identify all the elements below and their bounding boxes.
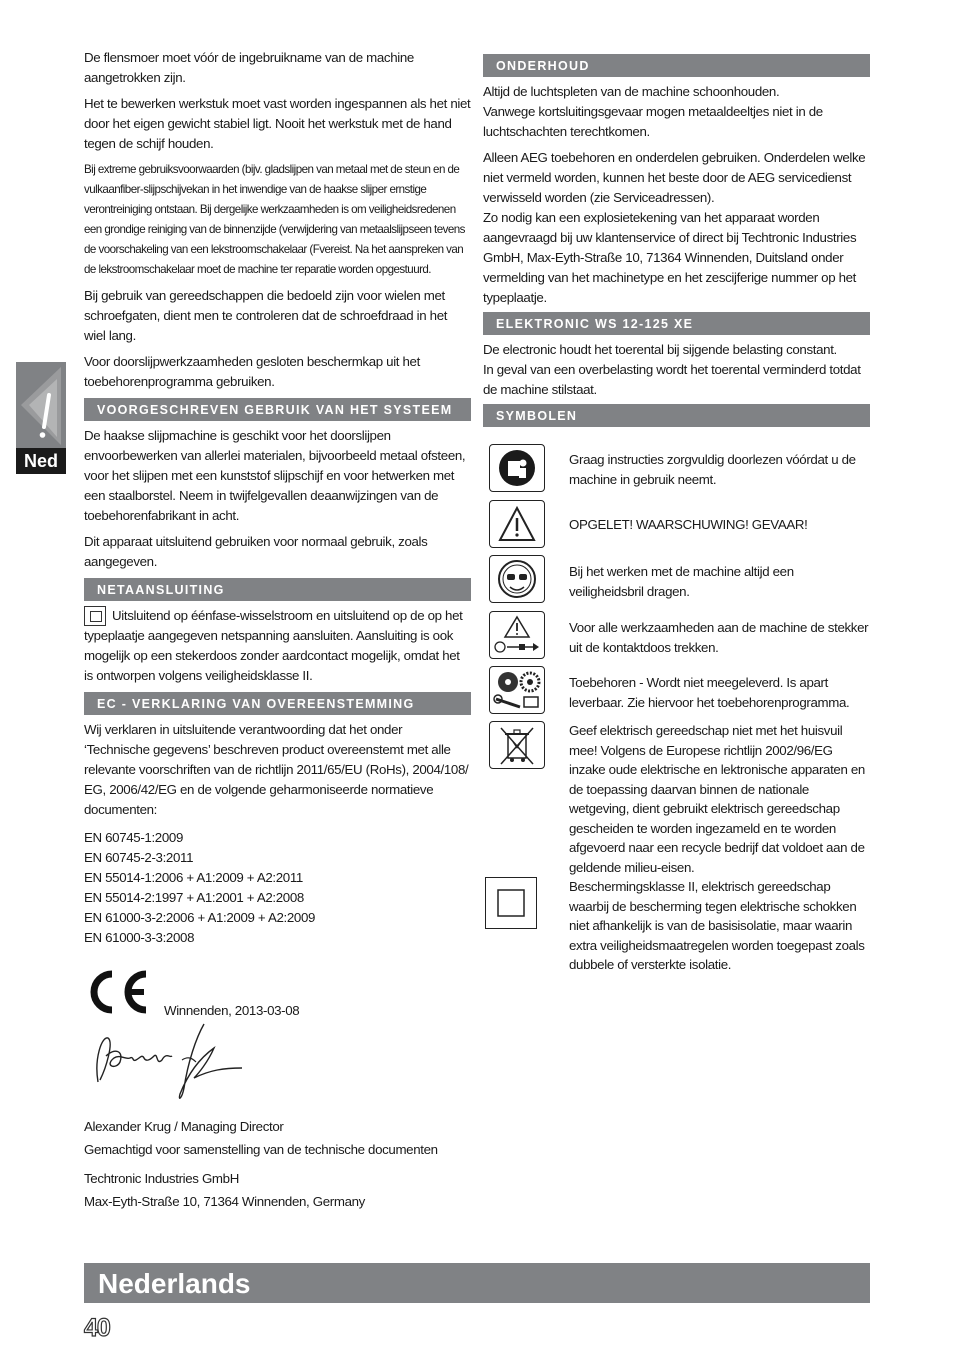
paragraph: Alleen AEG toebehoren en onderdelen gebruiken. Onderdelen welke niet vermeld worden, kunnen het beste door de AEG servicedienst verwisseld worden (zie Serviceadressen).	[483, 150, 866, 205]
standard-item: EN 55014-1:2006 + A1:2009 + A2:2011	[84, 870, 303, 885]
symbol-text: Bij het werken met de machine altijd een veiligheidsbril dragen.	[569, 564, 794, 599]
symbol-text: Graag instructies zorgvuldig doorlezen vóórdat u de machine in gebruik neemt.	[569, 452, 856, 487]
symbol-text: Geef elektrisch gereedschap niet met het huisvuil mee! Volgens de Europese richtlijn 2002/96/EG inzake oude elektrische en lektronische apparaten en de toepassing daarvan binnen de nationale wetgeving, dient gebruikt elektrisch gereedschap gescheiden te worden ingezameld en te worden afgevoerd naar een recycle bedrijf dat voldoet aan de geldende milieu-eisen.	[569, 723, 865, 875]
paragraph: Dit apparaat uitsluitend gebruiken voor normaal gebruik, zoals aangegeven.	[84, 534, 428, 569]
paragraph: Alexander Krug / Managing Director	[84, 1119, 284, 1134]
symbol-text: Voor alle werkzaamheden aan de machine de stekker uit de kontaktdoos trekken.	[569, 620, 869, 655]
paragraph: Altijd de luchtspleten van de machine schoonhouden.	[483, 84, 780, 99]
paragraph	[84, 606, 471, 686]
page-number: 40	[84, 1314, 110, 1342]
warning-icon	[489, 500, 545, 548]
left-column	[84, 48, 471, 1218]
standard-item: EN 60745-1:2009	[84, 830, 183, 845]
language-code: Ned	[16, 448, 66, 474]
paragraph: Techtronic Industries GmbH	[84, 1171, 239, 1186]
class-ii-icon	[485, 877, 537, 929]
standard-item: EN 61000-3-3:2008	[84, 930, 195, 945]
warning-triangle-icon	[19, 365, 63, 447]
unplug-icon	[489, 611, 545, 659]
place-date: Winnenden, 2013-03-08	[164, 1003, 300, 1018]
paragraph: De flensmoer moet vóór de ingebruikname van de machine aangetrokken zijn.	[84, 50, 414, 85]
symbol-text: Toebehoren - Wordt niet meegeleverd. Is apart leverbaar. Zie hiervoor het toebehorenprogramma.	[569, 675, 850, 710]
net-text: Uitsluitend op éénfase-wisselstroom en uitsluitend op de op het typeplaatje aangegeven netspanning aansluiten. Aansluiting is ook mogelijk op een stekerdoos zonder aardcontact mogelijk, omdat het is ontworpen volgens veiligheidsklasse II.	[84, 608, 463, 683]
section-header-use: VOORGESCHREVEN GEBRUIK VAN HET SYSTEEM	[84, 398, 471, 421]
class-ii-icon	[84, 606, 106, 626]
paragraph: Wij verklaren in uitsluitende verantwoording dat het onder ‘Technische gegevens’ beschreven product overeenstemt met alle relevante voorschriften van de richtlijn 2011/65/EU (RoHs), 2004/108/ EG, 2006/42/EG en de volgende geharmoniseerde normatieve documenten:	[84, 722, 469, 817]
section-header-net: NETAANSLUITING	[84, 578, 471, 601]
standards-list	[84, 828, 471, 948]
symbol-text: Beschermingsklasse II, elektrisch gereedschap waarbij de bescherming tegen elektrische schokken niet afhankelijk is van de basisisolatie, maar waarin extra veiligheidsmaatregelen worden toegepast zoals dubbele of versterkte isolatie.	[569, 879, 865, 972]
paragraph: Voor doorslijpwerkzaamheden gesloten beschermkap uit het toebehorenprogramma gebruiken.	[84, 354, 420, 389]
paragraph: Bij gebruik van gereedschappen die bedoeld zijn voor wielen met schroefgaten, dient men te controleren dat de schroefdraad in het wiel lang.	[84, 288, 448, 343]
paragraph: De haakse slijpmachine is geschikt voor het doorslijpen envoorbewerken van allerlei materialen, bijvoorbeeld metaal ofsteen, voor het slijpen met een kunststof slijpschijf en voor hetwerken met een staalborstel. Neem in twijfelgevallen deaanwijzingen van de toebehorenfabrikant in acht.	[84, 428, 466, 523]
accessories-icon	[489, 666, 545, 714]
symbols-list	[483, 432, 870, 972]
paragraph: Vanwege kortsluitingsgevaar mogen metaaldeeltjes niet in de luchtschachten terechtkomen.	[483, 104, 823, 139]
ce-row	[84, 968, 471, 1018]
standard-item: EN 55014-2:1997 + A1:2001 + A2:2008	[84, 890, 304, 905]
language-title: Nederlands	[98, 1268, 251, 1299]
standard-item: EN 61000-3-2:2006 + A1:2009 + A2:2009	[84, 910, 316, 925]
paragraph: In geval van een overbelasting wordt het toerental verminderd totdat de machine stilstaat.	[483, 362, 861, 397]
paragraph: De electronic houdt het toerental bij sijgende belasting constant.	[483, 342, 837, 357]
paragraph: Bij extreme gebruiksvoorwaarden (bijv. gladslijpen van metaal met de steun en de vulkaanfiber-slijpschijvekan in het inwendige van de haakse slijper ernstige verontreiniging ontstaan. Bij dergelijke werkzaamheden is om veiligheidsredenen een grondige reiniging van de binnenzijde (verwijdering van metaalslijpseen tevens de voorschakeling van een lekstroomschakelaar (Fvereist. Na het aanspreken van de lekstroomschakelaar moet de machine ter reparatie worden opgestuurd.	[84, 163, 465, 276]
section-header-symbols: SYMBOLEN	[483, 404, 870, 427]
signature-image	[84, 1018, 254, 1104]
ce-mark-icon	[84, 970, 150, 1014]
language-footer-bar	[84, 1263, 870, 1303]
standard-item: EN 60745-2-3:2011	[84, 850, 194, 865]
language-tab	[16, 362, 66, 474]
section-header-maintenance: ONDERHOUD	[483, 54, 870, 77]
weee-bin-icon	[489, 721, 545, 769]
section-header-electronic: ELEKTRONIC WS 12-125 XE	[483, 312, 870, 335]
right-column	[483, 54, 870, 972]
safety-glasses-icon	[489, 555, 545, 603]
paragraph: Max-Eyth-Straße 10, 71364 Winnenden, Germany	[84, 1194, 365, 1209]
section-header-ec: EC - VERKLARING VAN OVEREENSTEMMING	[84, 692, 471, 715]
paragraph: Het te bewerken werkstuk moet vast worden ingespannen als het niet door het eigen gewicht stabiel ligt. Nooit het werkstuk met de hand tegen de schijf houden.	[84, 96, 471, 151]
manual-icon	[489, 444, 545, 492]
paragraph: Gemachtigd voor samenstelling van de technische documenten	[84, 1142, 438, 1157]
paragraph: Zo nodig kan een explosietekening van het apparaat worden aangevraagd bij uw klantenservice of direct bij Techtronic Industries GmbH, Max-Eyth-Straße 10, 71364 Winnenden, Duitsland onder vermelding van het machinetype en het zescijferige nummer op het typeplaatje.	[483, 210, 857, 305]
symbol-text: OPGELET! WAARSCHUWING! GEVAAR!	[569, 517, 808, 532]
